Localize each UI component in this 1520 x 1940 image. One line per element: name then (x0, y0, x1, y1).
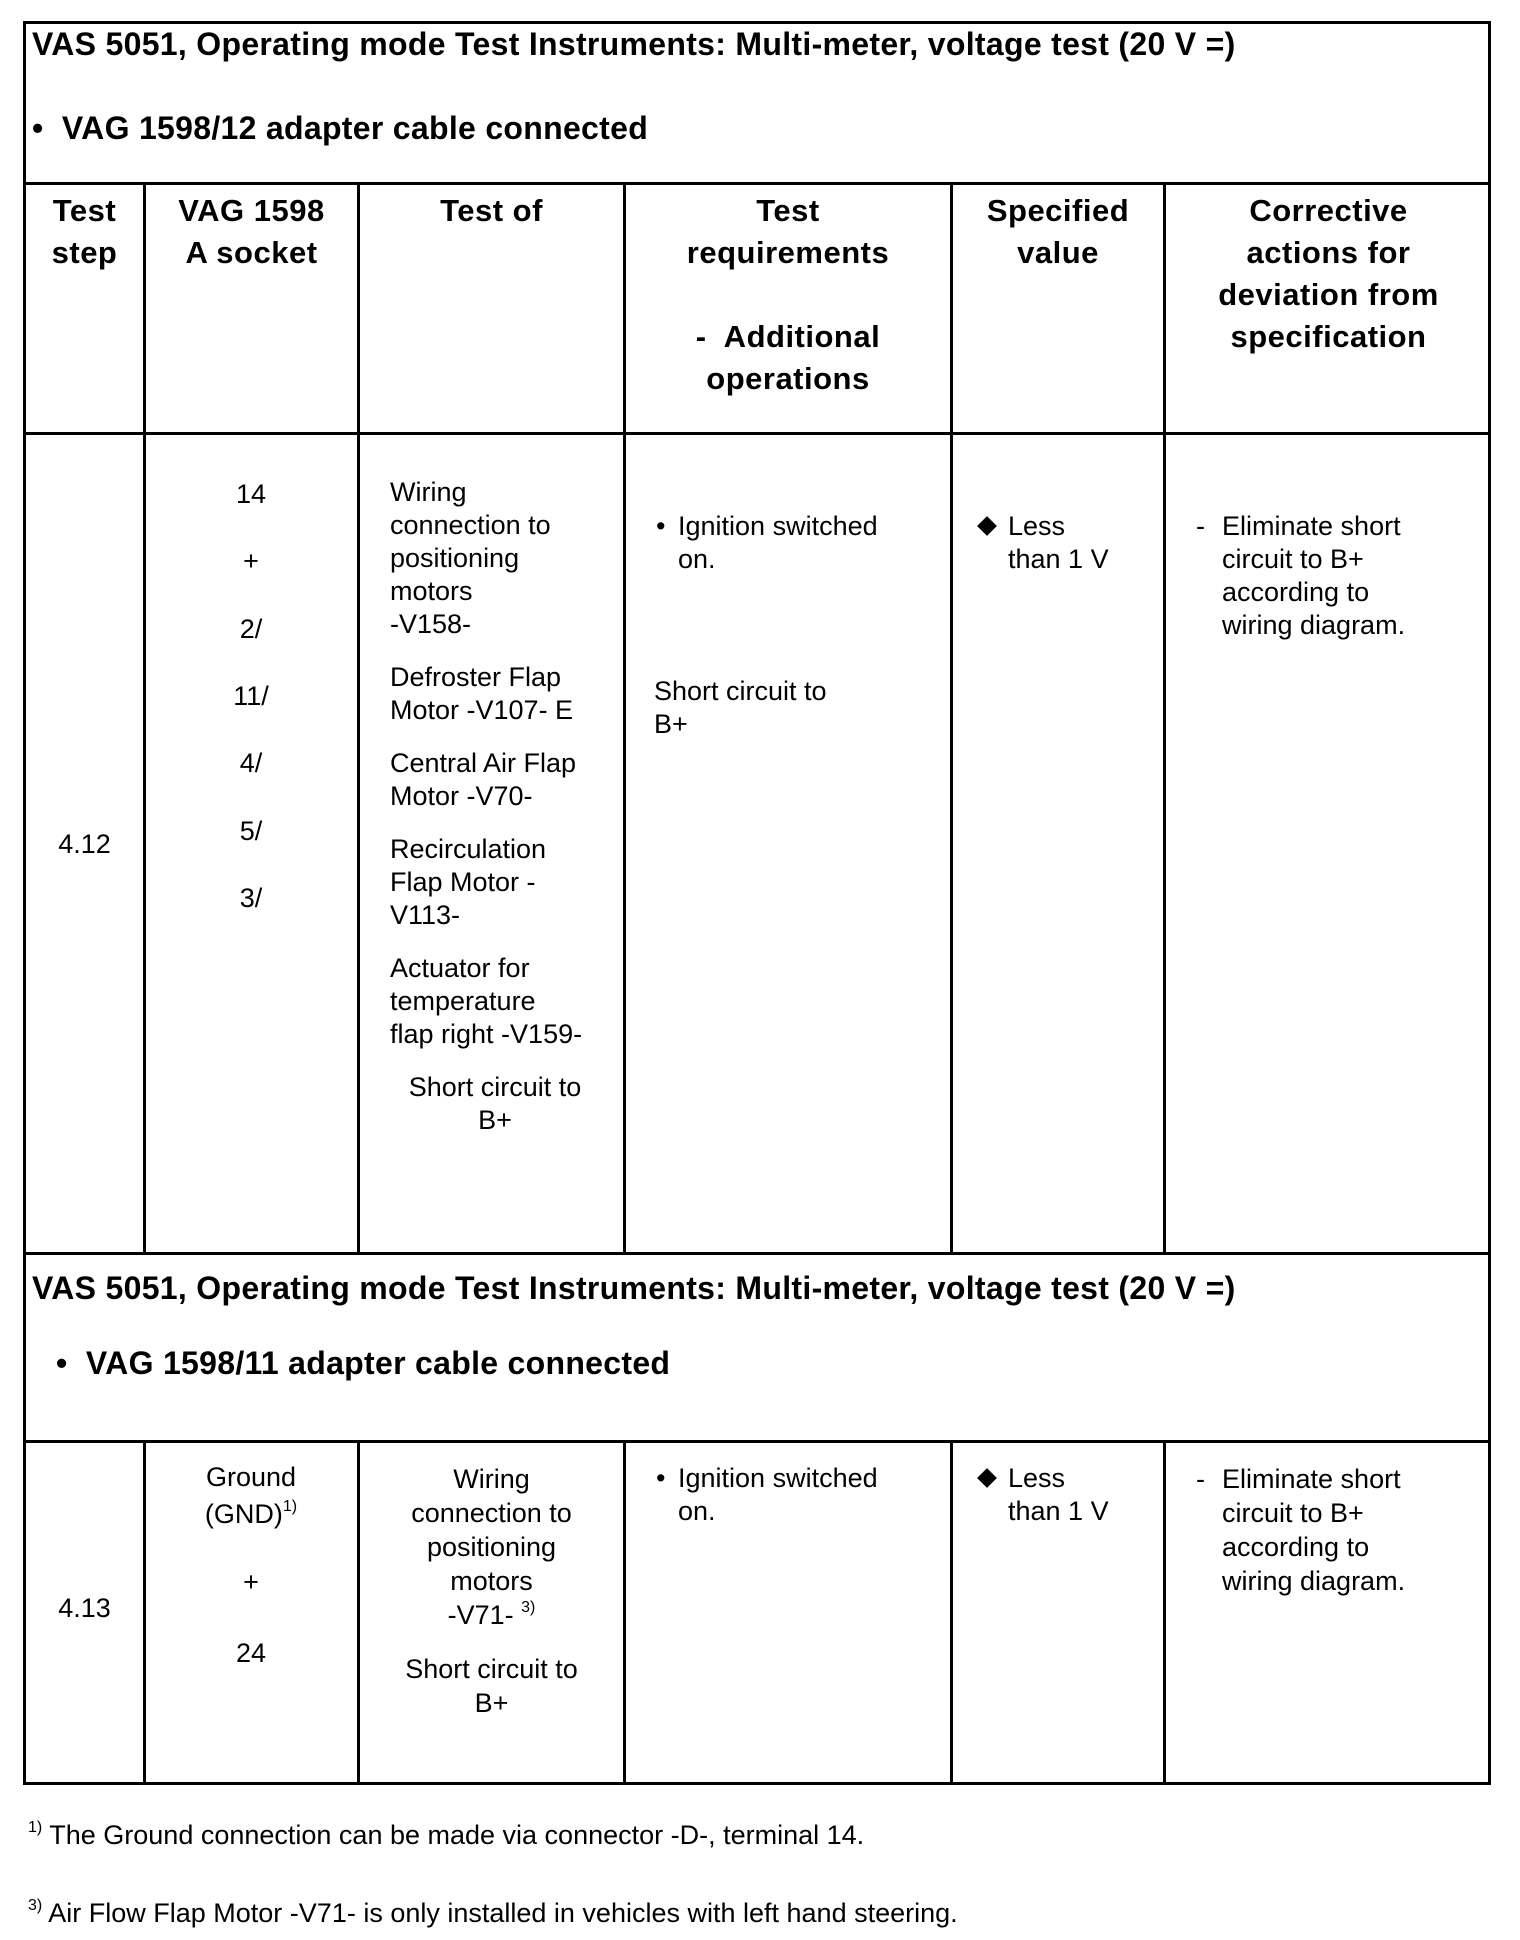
row2-step: 4.13 (58, 1593, 111, 1623)
row1-specified (976, 510, 1161, 576)
row2-testof-l3: positioning (426, 1532, 557, 1562)
footnote-3-mark: 3) (28, 1897, 43, 1914)
row1-testof-0-3: motors (390, 576, 473, 606)
row2-socket-num: 24 (235, 1638, 267, 1668)
row2-testof-l1: Wiring (453, 1464, 530, 1494)
rule-title2-bottom (26, 1440, 1488, 1443)
row1-testof-1-0: Defroster Flap (390, 662, 562, 692)
dash-bullet: - (1196, 1464, 1205, 1494)
row2-testof-l4: motors (450, 1566, 533, 1596)
row1-spec-l1-text: Less (1008, 511, 1066, 541)
row1-corr-l1: Eliminate short (1222, 511, 1401, 541)
header-test-of-l1: Test of (440, 193, 543, 228)
row1-testof-2-1: Motor -V70- (390, 781, 533, 811)
row2-specified (976, 1462, 1161, 1528)
section1-title: VAS 5051, Operating mode Test Instruments: Multi-meter, voltage test (20 V =) (32, 26, 1236, 62)
row1-test-of-item (390, 952, 622, 1051)
row1-spec-l1 (976, 510, 1161, 543)
section1-bullet: • VAG 1598/12 adapter cable connected (32, 110, 649, 146)
rule-row1-bottom (26, 1252, 1488, 1255)
row1-corr-block (1196, 510, 1486, 642)
row1-socket-3: 11/ (233, 681, 269, 711)
diamond-bullet-icon (977, 1468, 997, 1488)
row1-test-of-tail (390, 1071, 600, 1137)
footnote-1 (28, 1820, 864, 1851)
col-divider-1 (143, 182, 146, 1254)
row1-test-of-item (390, 476, 622, 641)
row1-req-extra-l1: Short circuit to (654, 676, 827, 706)
header-corr-l3: deviation from (1218, 277, 1439, 312)
row1-testof-0-2: positioning (390, 543, 520, 573)
row1-socket-1: + (243, 546, 259, 576)
header-corr-l4: specification (1230, 319, 1427, 354)
row1-socket-5: 5/ (239, 816, 263, 846)
row1-socket-6: 3/ (239, 883, 263, 913)
row2-socket-plus: + (243, 1567, 259, 1597)
row2-testof-motor (360, 1598, 623, 1632)
row1-socket-4: 4/ (239, 748, 263, 778)
row1-test-of-item (390, 833, 622, 932)
row1-testof-3-1: Flap Motor - (390, 867, 536, 897)
section2-bullet-text: VAG 1598/11 adapter cable connected (85, 1345, 671, 1381)
row2-req-l2: on. (678, 1496, 716, 1526)
bullet-dot: • (656, 511, 666, 541)
rule-title-bottom (26, 182, 1488, 185)
bullet-dot: • (656, 1463, 666, 1493)
row1-req-l2: on. (678, 544, 716, 574)
rule-header-bottom (26, 432, 1488, 435)
row2-test-of (360, 1462, 623, 1720)
row1-testof-1-1: Motor -V107- E (390, 695, 574, 725)
row1-socket-0: 14 (235, 479, 267, 509)
row1-testof-0-4: -V158- (390, 609, 472, 639)
row2-socket-gnd (146, 1499, 356, 1530)
footnote-ref-1: 1) (282, 1498, 298, 1515)
row2-testof-l2: connection to (411, 1498, 572, 1528)
header-specified (953, 190, 1163, 274)
row2-socket-ground: Ground (205, 1462, 297, 1492)
header-socket-l2: A socket (185, 235, 318, 270)
row1-testof-3-0: Recirculation (390, 834, 547, 864)
row1-testof-0-1: connection to (390, 510, 551, 540)
header-test-of (360, 190, 623, 232)
header-corr-l2: actions for (1246, 235, 1411, 270)
footnote-3 (28, 1898, 958, 1929)
footnote-3-text: Air Flow Flap Motor -V71- is only installed in vehicles with left hand steering. (48, 1898, 958, 1928)
col-divider-3b (623, 1440, 626, 1785)
row2-spec-l1-text: Less (1008, 1463, 1066, 1493)
row1-test-of-item (390, 747, 622, 813)
col-divider-4b (950, 1440, 953, 1785)
row1-testof-0-0: Wiring (390, 477, 467, 507)
row1-corr-l4: wiring diagram. (1222, 610, 1406, 640)
row1-spec-l2: than 1 V (1008, 544, 1109, 574)
row2-spec-l1 (976, 1462, 1161, 1495)
col-divider-2 (357, 182, 360, 1254)
row1-requirements (654, 510, 944, 741)
row2-corr-l1: Eliminate short (1222, 1464, 1401, 1494)
row1-testof-tail-0: Short circuit to (408, 1072, 582, 1102)
row1-req-extra (654, 675, 944, 741)
section2-title: VAS 5051, Operating mode Test Instruments: Multi-meter, voltage test (20 V =) (32, 1270, 1236, 1306)
header-req-l5: operations (706, 361, 870, 396)
row1-testof-tail-1: B+ (478, 1105, 512, 1135)
section1-bullet-text: VAG 1598/12 adapter cable connected (61, 110, 649, 146)
header-socket-l1: VAG 1598 (178, 193, 325, 228)
col-divider-5b (1163, 1440, 1166, 1785)
row2-req-bullet (654, 1462, 944, 1528)
header-req-l1: Test (756, 193, 820, 228)
header-req-l4: - Additional (695, 319, 881, 354)
header-req-l2: requirements (686, 235, 890, 270)
test-table (23, 21, 1491, 1785)
row2-testof-tail-1: B+ (474, 1688, 509, 1718)
row2-corr-block (1196, 1462, 1486, 1598)
row1-req-extra-l2: B+ (654, 709, 688, 739)
row2-gnd-text: (GND) (204, 1499, 283, 1529)
row2-corr-l4: wiring diagram. (1222, 1566, 1406, 1596)
header-requirements (626, 190, 950, 400)
dash-bullet: - (1196, 511, 1205, 541)
header-test-step (26, 190, 143, 274)
row1-corr-l3: according to (1222, 577, 1370, 607)
row1-testof-4-0: Actuator for (390, 953, 530, 983)
header-spec-l1: Specified (986, 193, 1130, 228)
footnote-1-mark: 1) (28, 1819, 43, 1836)
col-divider-4 (950, 182, 953, 1254)
header-spec-l2: value (1017, 235, 1099, 270)
row1-test-of-item (390, 661, 622, 727)
header-test-step-l2: step (51, 235, 118, 270)
row1-socket-2: 2/ (239, 614, 263, 644)
header-corr-l1: Corrective (1249, 193, 1408, 228)
header-req-l3 (626, 274, 950, 316)
footnote-ref-3: 3) (521, 1599, 536, 1616)
row1-corrective (1196, 510, 1486, 642)
row1-step: 4.12 (58, 829, 111, 859)
row2-corrective (1196, 1462, 1486, 1598)
row1-corr-l2: circuit to B+ (1222, 544, 1364, 574)
row1-testof-3-2: V113- (390, 900, 461, 930)
footnote-1-text: The Ground connection can be made via connector -D-, terminal 14. (49, 1820, 865, 1850)
row1-testof-4-1: temperature (390, 986, 536, 1016)
row1-req-bullet (654, 510, 944, 576)
header-corrective (1166, 190, 1491, 358)
diamond-bullet-icon (977, 516, 997, 536)
row2-testof-tail-0: Short circuit to (405, 1654, 578, 1684)
section2-bullet: • VAG 1598/11 adapter cable connected (56, 1345, 671, 1381)
row1-test-of (390, 476, 622, 1137)
row2-corr-l3: according to (1222, 1532, 1370, 1562)
row2-spec-l2: than 1 V (1008, 1496, 1109, 1526)
row1-testof-2-0: Central Air Flap (390, 748, 577, 778)
row2-requirements (654, 1462, 944, 1528)
row1-req-l1: Ignition switched (678, 511, 878, 541)
row1-testof-4-2: flap right -V159- (390, 1019, 583, 1049)
header-test-step-l1: Test (52, 193, 117, 228)
header-socket (146, 190, 357, 274)
row2-motor-text: -V71- (447, 1600, 514, 1630)
row2-corr-l2: circuit to B+ (1222, 1498, 1364, 1528)
row2-req-l1: Ignition switched (678, 1463, 878, 1493)
